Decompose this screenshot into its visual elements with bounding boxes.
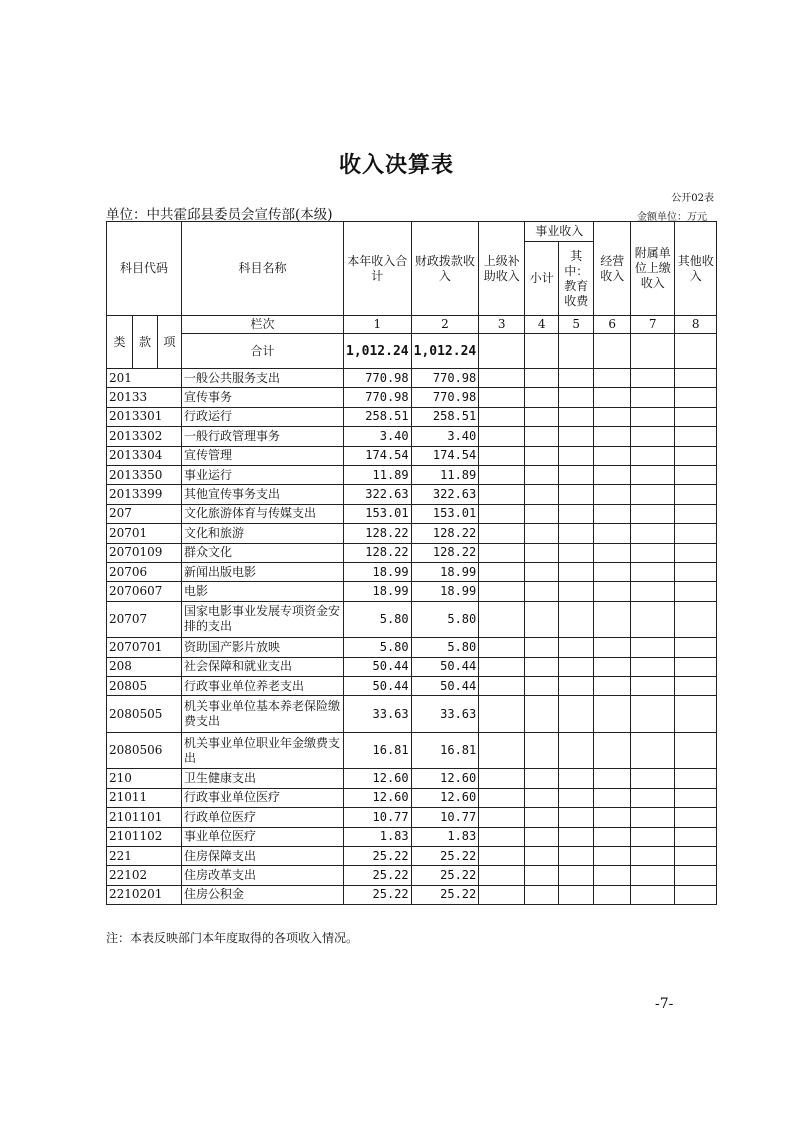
table-row [107, 407, 717, 426]
table-row [107, 601, 717, 638]
row-total: 5.80 [344, 601, 412, 638]
row-name: 国家电影事业发展专项资金安排的支出 [182, 601, 344, 638]
header-lei: 类 [107, 316, 133, 369]
row-name: 机关事业单位职业年金缴费支出 [182, 732, 344, 769]
row-code: 2101101 [107, 808, 182, 827]
row-code: 20707 [107, 601, 182, 638]
header-total: 本年收入合计 [344, 222, 412, 316]
header-subtotal: 小计 [525, 242, 559, 316]
header-fiscal: 财政拨款收入 [411, 222, 479, 316]
row-total: 770.98 [344, 369, 412, 388]
header-operating: 经营收入 [594, 222, 631, 316]
row-fiscal: 258.51 [411, 407, 479, 426]
row-fiscal: 770.98 [411, 369, 479, 388]
table-row [107, 427, 717, 446]
row-name: 文化旅游体育与传媒支出 [182, 504, 344, 523]
currency-unit: 金额单位：万元 [637, 212, 707, 223]
header-business: 事业收入 [525, 222, 594, 242]
row-total: 16.81 [344, 732, 412, 769]
row-total: 10.77 [344, 808, 412, 827]
row-name: 社会保障和就业支出 [182, 657, 344, 676]
row-total: 153.01 [344, 504, 412, 523]
table-row [107, 788, 717, 807]
row-fiscal: 50.44 [411, 657, 479, 676]
col-no: 3 [479, 316, 525, 334]
row-code: 2080505 [107, 696, 182, 733]
table-row [107, 657, 717, 676]
row-fiscal: 5.80 [411, 638, 479, 657]
row-code: 201 [107, 369, 182, 388]
row-name: 一般行政管理事务 [182, 427, 344, 446]
table-row [107, 388, 717, 407]
col-no: 7 [631, 316, 675, 334]
row-name: 新闻出版电影 [182, 562, 344, 581]
row-fiscal: 25.22 [411, 866, 479, 885]
col-no: 8 [675, 316, 717, 334]
row-fiscal: 10.77 [411, 808, 479, 827]
row-fiscal: 153.01 [411, 504, 479, 523]
col-no: 1 [344, 316, 412, 334]
row-fiscal: 18.99 [411, 582, 479, 601]
header-affiliated: 附属单位上缴收入 [631, 222, 675, 316]
row-total: 25.22 [344, 846, 412, 865]
row-fiscal: 11.89 [411, 465, 479, 484]
row-total: 258.51 [344, 407, 412, 426]
row-code: 2070607 [107, 582, 182, 601]
row-name: 一般公共服务支出 [182, 369, 344, 388]
row-total: 1.83 [344, 827, 412, 846]
table-code: 公开02表 [671, 193, 714, 204]
row-fiscal: 128.22 [411, 543, 479, 562]
row-code: 208 [107, 657, 182, 676]
table-row [107, 504, 717, 523]
row-code: 20805 [107, 676, 182, 695]
table-row [107, 769, 717, 788]
row-total: 128.22 [344, 543, 412, 562]
row-code: 20706 [107, 562, 182, 581]
row-total: 25.22 [344, 885, 412, 904]
row-code: 20701 [107, 524, 182, 543]
row-fiscal: 12.60 [411, 769, 479, 788]
page-title: 收入决算表 [338, 152, 454, 178]
sum-total: 1,012.24 [344, 334, 412, 369]
table-row [107, 846, 717, 865]
row-code: 2013301 [107, 407, 182, 426]
row-code: 221 [107, 846, 182, 865]
row-code: 20133 [107, 388, 182, 407]
table-row [107, 543, 717, 562]
header-edu: 其中：教育收费 [559, 242, 594, 316]
row-name: 住房公积金 [182, 885, 344, 904]
row-code: 21011 [107, 788, 182, 807]
table-row [107, 696, 717, 733]
table-row [107, 465, 717, 484]
row-code: 2013304 [107, 446, 182, 465]
row-total: 3.40 [344, 427, 412, 446]
header-other: 其他收入 [675, 222, 717, 316]
row-fiscal: 128.22 [411, 524, 479, 543]
table-row [107, 827, 717, 846]
row-total: 11.89 [344, 465, 412, 484]
header-xiang: 项 [158, 316, 182, 369]
row-total: 50.44 [344, 676, 412, 695]
row-fiscal: 322.63 [411, 485, 479, 504]
row-name: 电影 [182, 582, 344, 601]
row-fiscal: 174.54 [411, 446, 479, 465]
row-code: 2013350 [107, 465, 182, 484]
row-name: 宣传事务 [182, 388, 344, 407]
row-total: 322.63 [344, 485, 412, 504]
sum-label: 合计 [182, 334, 344, 369]
unit-label: 单位：中共霍邱县委员会宣传部(本级) [106, 207, 333, 223]
row-name: 住房保障支出 [182, 846, 344, 865]
header-name: 科目名称 [182, 222, 344, 316]
row-fiscal: 12.60 [411, 788, 479, 807]
row-name: 资助国产影片放映 [182, 638, 344, 657]
row-fiscal: 25.22 [411, 885, 479, 904]
row-code: 22102 [107, 866, 182, 885]
col-no: 4 [525, 316, 559, 334]
table-row [107, 582, 717, 601]
column-no-label: 栏次 [182, 316, 344, 334]
row-name: 其他宣传事务支出 [182, 485, 344, 504]
row-fiscal: 18.99 [411, 562, 479, 581]
header-kuan: 款 [133, 316, 158, 369]
sum-fiscal: 1,012.24 [411, 334, 479, 369]
row-name: 事业单位医疗 [182, 827, 344, 846]
row-name: 卫生健康支出 [182, 769, 344, 788]
table-row [107, 676, 717, 695]
col-no: 5 [559, 316, 594, 334]
table-row [107, 732, 717, 769]
row-code: 2013399 [107, 485, 182, 504]
row-name: 机关事业单位基本养老保险缴费支出 [182, 696, 344, 733]
table-row [107, 808, 717, 827]
row-code: 2070701 [107, 638, 182, 657]
row-total: 128.22 [344, 524, 412, 543]
row-total: 174.54 [344, 446, 412, 465]
row-total: 50.44 [344, 657, 412, 676]
row-fiscal: 33.63 [411, 696, 479, 733]
row-name: 行政运行 [182, 407, 344, 426]
row-total: 12.60 [344, 769, 412, 788]
row-name: 行政事业单位医疗 [182, 788, 344, 807]
row-total: 18.99 [344, 582, 412, 601]
row-fiscal: 3.40 [411, 427, 479, 446]
row-total: 18.99 [344, 562, 412, 581]
income-table [106, 221, 717, 905]
row-total: 770.98 [344, 388, 412, 407]
header-code: 科目代码 [107, 222, 182, 316]
row-code: 2210201 [107, 885, 182, 904]
table-row [107, 562, 717, 581]
row-fiscal: 1.83 [411, 827, 479, 846]
row-name: 住房改革支出 [182, 866, 344, 885]
row-total: 33.63 [344, 696, 412, 733]
table-row [107, 866, 717, 885]
row-code: 2070109 [107, 543, 182, 562]
row-name: 行政单位医疗 [182, 808, 344, 827]
table-row [107, 369, 717, 388]
row-code: 2101102 [107, 827, 182, 846]
row-total: 5.80 [344, 638, 412, 657]
row-total: 12.60 [344, 788, 412, 807]
row-fiscal: 770.98 [411, 388, 479, 407]
page-number: -7- [655, 996, 674, 1012]
row-name: 宣传管理 [182, 446, 344, 465]
table-row [107, 524, 717, 543]
table-row [107, 885, 717, 904]
row-name: 事业运行 [182, 465, 344, 484]
row-code: 210 [107, 769, 182, 788]
col-no: 2 [411, 316, 479, 334]
row-code: 2080506 [107, 732, 182, 769]
table-row [107, 638, 717, 657]
row-code: 207 [107, 504, 182, 523]
row-total: 25.22 [344, 866, 412, 885]
table-note: 注：本表反映部门本年度取得的各项收入情况。 [106, 931, 359, 945]
row-name: 文化和旅游 [182, 524, 344, 543]
row-fiscal: 25.22 [411, 846, 479, 865]
row-fiscal: 5.80 [411, 601, 479, 638]
table-row [107, 485, 717, 504]
row-code: 2013302 [107, 427, 182, 446]
col-no: 6 [594, 316, 631, 334]
table-row [107, 446, 717, 465]
row-fiscal: 16.81 [411, 732, 479, 769]
header-superior: 上级补助收入 [479, 222, 525, 316]
row-fiscal: 50.44 [411, 676, 479, 695]
row-name: 群众文化 [182, 543, 344, 562]
row-name: 行政事业单位养老支出 [182, 676, 344, 695]
